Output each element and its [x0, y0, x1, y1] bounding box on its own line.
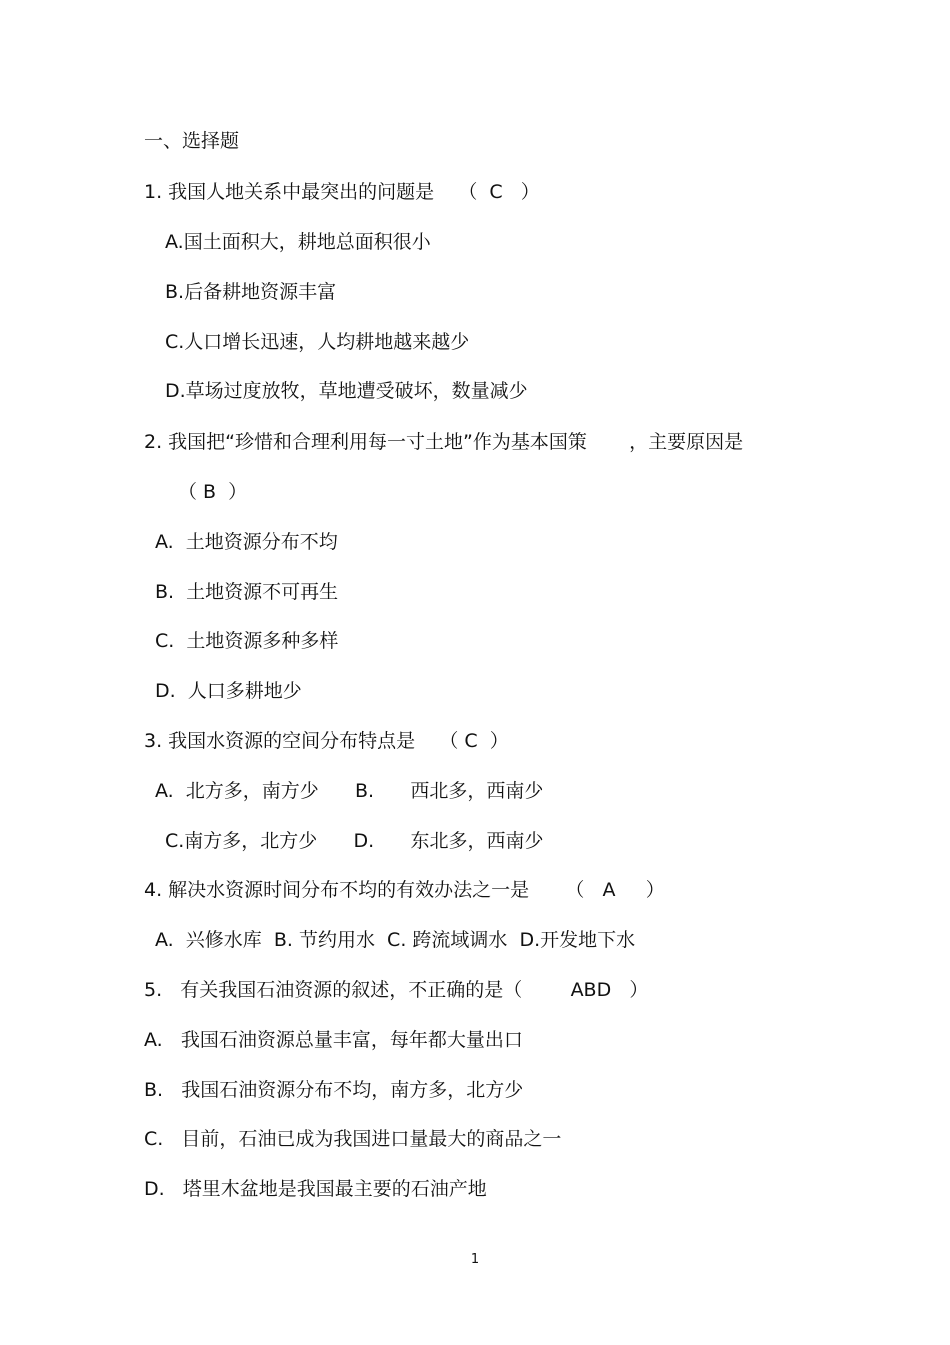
question-5-option-b: B. 我国石油资源分布不均，南方多，北方少 [144, 1079, 524, 1101]
section-title: 一、选择题 [144, 130, 240, 152]
question-2-option-b: B. 土地资源不可再生 [155, 581, 339, 603]
page-number: 1 [470, 1252, 480, 1267]
question-2-option-c: C. 土地资源多种多样 [155, 630, 339, 652]
question-2-stem: 2. 我国把“珍惜和合理利用每一寸土地”作为基本国策 ，主要原因是 [144, 431, 744, 453]
question-5-option-d: D. 塔里木盆地是我国最主要的石油产地 [144, 1178, 487, 1200]
question-1-option-c: C.人口增长迅速，人均耕地越来越少 [165, 331, 470, 353]
question-1-option-a: A.国土面积大，耕地总面积很小 [165, 231, 431, 253]
question-2-answer: （ B ） [178, 481, 248, 503]
question-1-option-b: B.后备耕地资源丰富 [165, 281, 337, 303]
question-3-options-row-1: A. 北方多，南方少 B. 西北多，西南少 [155, 780, 544, 802]
question-4-options: A. 兴修水库 B. 节约用水 C. 跨流域调水 D.开发地下水 [155, 929, 636, 951]
question-1-option-d: D.草场过度放牧，草地遭受破坏，数量减少 [165, 380, 528, 402]
question-1-stem: 1. 我国人地关系中最突出的问题是 （ C ） [144, 181, 540, 203]
question-5-option-a: A. 我国石油资源总量丰富，每年都大量出口 [144, 1029, 523, 1051]
question-4-stem: 4. 解决水资源时间分布不均的有效办法之一是 （ A ） [144, 879, 665, 901]
question-3-options-row-2: C.南方多，北方少 D. 东北多，西南少 [165, 830, 544, 852]
question-2-option-d: D. 人口多耕地少 [155, 680, 302, 702]
question-3-stem: 3. 我国水资源的空间分布特点是 （ C ） [144, 730, 509, 752]
question-5-stem: 5. 有关我国石油资源的叙述，不正确的是（ ABD ） [144, 979, 649, 1001]
question-2-option-a: A. 土地资源分布不均 [155, 531, 338, 553]
question-5-option-c: C. 目前，石油已成为我国进口量最大的商品之一 [144, 1128, 562, 1150]
